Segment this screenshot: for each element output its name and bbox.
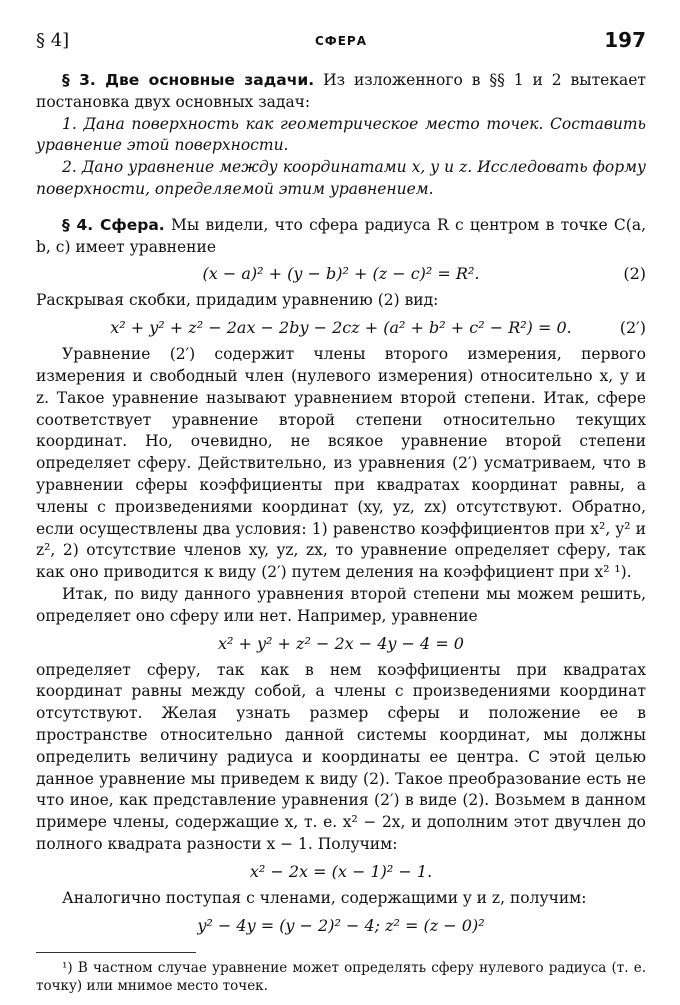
sec3-paragraph bbox=[36, 70, 646, 114]
equation-2-prime bbox=[36, 316, 646, 340]
task-2: 2. Дано уравнение между координатами x, y и z. Исследовать форму поверхности, определяемой этим уравнением. bbox=[36, 158, 646, 198]
page-header bbox=[36, 30, 646, 60]
equation-2-body: (x − a)² + (y − b)² + (z − c)² = R². bbox=[202, 264, 480, 284]
equation-x: x² − 2x = (x − 1)² − 1. bbox=[249, 861, 433, 881]
equation-2 bbox=[36, 262, 646, 286]
sec4-paragraph bbox=[36, 215, 646, 259]
sec3-intro: Из изложенного в §§ 1 и 2 вытекает постановка двух основных задач: bbox=[36, 71, 646, 111]
paragraph-1: Уравнение (2′) содержит члены второго измерения, первого измерения и свободный член (нулевого измерения) относительно x, y и z. Такое уравнение называют уравнением второй степени. Итак, сфере соответствует уравнение второй степени относительно текущих координат. Но, очевидно, не всякое уравнение второй степени определяет сферу. Действительно, из уравнения (2′) усматриваем, что в уравнении сферы коэффициенты при квадратах координат равны, а члены с произведениями координат (xy, yz, zx) отсутствуют. Обратно, если осуществлены два условия: 1) равенство коэффициентов при x², y² и z², 2) отсутствие членов xy, yz, zx, то уравнение определяет сферу, так как оно приводится к виду (2′) путем деления на коэффициент при x² ¹). bbox=[36, 345, 646, 582]
header-title: СФЕРА bbox=[315, 34, 367, 48]
header-section: § 4] bbox=[36, 30, 70, 51]
equation-example: x² + y² + z² − 2x − 4y − 4 = 0 bbox=[218, 633, 464, 653]
expand-text: Раскрывая скобки, придадим уравнению (2) вид: bbox=[36, 291, 439, 310]
paragraph-4: Аналогично поступая с членами, содержащими y и z, получим: bbox=[62, 888, 587, 907]
sec4-intro: Мы видели, что сфера радиуса R с центром в точке C(a, b, c) имеет уравнение bbox=[36, 215, 646, 256]
equation-yz: y² − 4y = (y − 2)² − 4; z² = (z − 0)² bbox=[197, 915, 485, 935]
footnote-divider bbox=[36, 952, 196, 953]
sec3-heading: § 3. Две основные задачи. bbox=[62, 71, 315, 89]
paragraph-3: определяет сферу, так как в нем коэффициенты при квадратах координат равны между собой, а члены с произведениями координат отсутствуют. Желая узнать размер сферы и положение ее в пространстве относительно данной системы координат, мы должны определить величину радиуса и координаты ее центра. С этой целью данное уравнение мы приведем к виду (2). Такое преобразование есть не что иное, как представление уравнения (2′) в виде (2). Возьмем в данном примере члены, содержащие x, т. е. x² − 2x, и дополним этот двучлен до полного квадрата разности x − 1. Получим: bbox=[36, 660, 646, 853]
equation-2-prime-body: x² + y² + z² − 2ax − 2by − 2cz + (a² + b² + c² − R²) = 0. bbox=[110, 318, 572, 338]
sec4-heading: § 4. Сфера. bbox=[62, 215, 165, 234]
page-number: 197 bbox=[604, 28, 646, 52]
paragraph-2: Итак, по виду данного уравнения второй степени мы можем решить, определяет оно сферу или нет. Например, уравнение bbox=[36, 584, 646, 625]
footnote: ¹) В частном случае уравнение может определять сферу нулевого радиуса (т. е. точку) или мнимое место точек. bbox=[36, 959, 646, 994]
task-1: 1. Дана поверхность как геометрическое место точек. Составить уравнение этой поверхности. bbox=[36, 114, 646, 155]
equation-2-number: (2) bbox=[623, 264, 646, 284]
equation-2-prime-number: (2′) bbox=[619, 318, 646, 338]
book-page bbox=[36, 30, 646, 995]
